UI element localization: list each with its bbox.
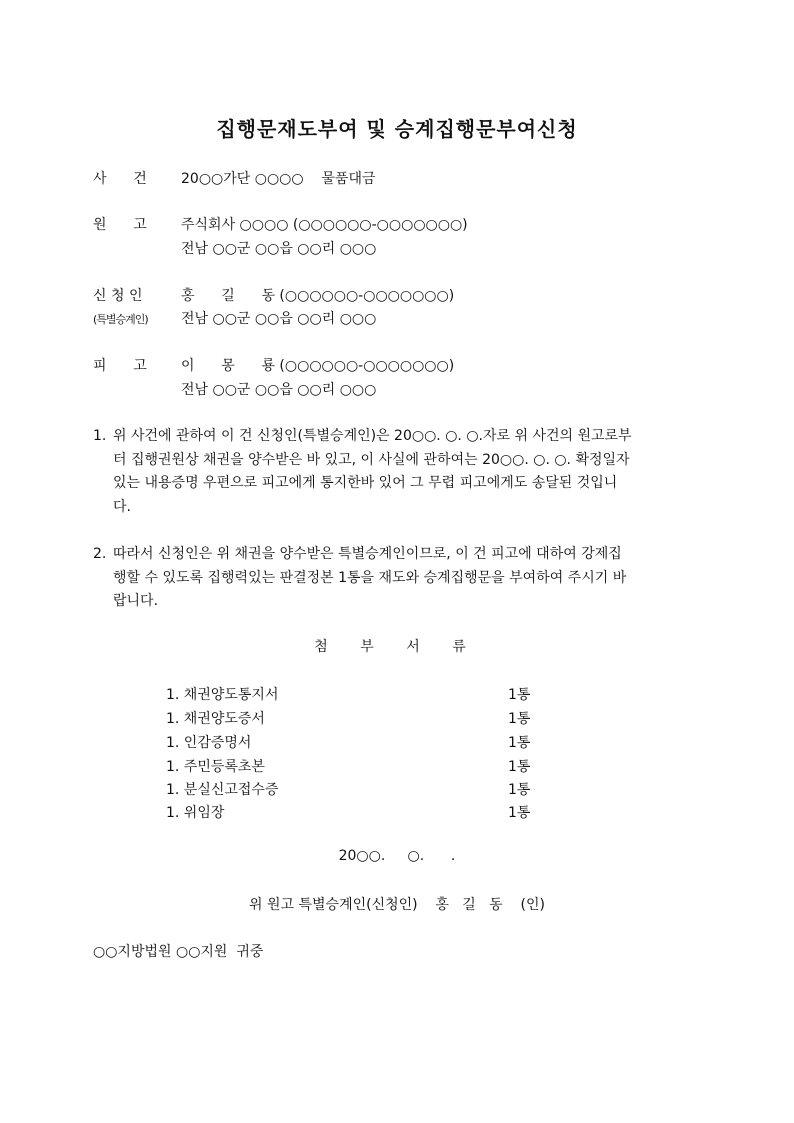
attachment-qty: 1통 <box>508 735 531 751</box>
applicant-name: 홍 길 동 (○○○○○○-○○○○○○○) <box>181 288 455 304</box>
attachment-qty: 1통 <box>508 759 531 775</box>
paragraph-line: 랍니다. <box>113 593 159 609</box>
paragraph-number: 1. <box>93 428 107 444</box>
case-label: 사 건 <box>93 171 147 187</box>
applicant-label: 신 청 인 <box>93 288 143 304</box>
paragraph-line: 터 집행권원상 채권을 양수받은 바 있고, 이 사실에 관하여는 20○○. ○. ○. 확정일자 <box>113 451 630 468</box>
attachment-name: 1. 채권양도증서 <box>166 711 265 727</box>
plaintiff-label: 원 고 <box>93 217 147 233</box>
defendant-address: 전남 ○○군 ○○읍 ○○리 ○○○ <box>181 382 377 398</box>
applicant-sub-label: (특별승계인) <box>93 313 148 326</box>
attachment-name: 1. 주민등록초본 <box>166 759 265 775</box>
attachment-qty: 1통 <box>508 782 531 798</box>
paragraph-line: 따라서 신청인은 위 채권을 양수받은 특별승계인이므로, 이 건 피고에 대하여 강제집 <box>113 546 622 562</box>
attachment-name: 1. 인감증명서 <box>166 735 252 751</box>
attachment-name: 1. 위임장 <box>166 805 225 821</box>
attachment-qty: 1통 <box>508 711 531 727</box>
paragraph-line: 행할 수 있도록 집행력있는 판결정본 1통을 재도와 승계집행문을 부여하여 주시기 바 <box>113 569 627 586</box>
court-addressee: ○○지방법원 ○○지원 귀중 <box>93 944 264 960</box>
attachment-qty: 1통 <box>508 805 531 821</box>
case-value: 20○○가단 ○○○○ 물품대금 <box>181 171 376 187</box>
paragraph-2 <box>93 543 700 614</box>
applicant-address: 전남 ○○군 ○○읍 ○○리 ○○○ <box>181 311 377 327</box>
paragraph-1 <box>93 425 700 519</box>
attachment-name: 1. 분실신고접수증 <box>166 782 279 798</box>
signature-line: 위 원고 특별승계인(신청인) 홍 길 동 (인) <box>249 897 545 913</box>
attachment-name: 1. 채권양도통지서 <box>166 687 279 703</box>
plaintiff-name: 주식회사 ○○○○ (○○○○○○-○○○○○○○) <box>181 217 468 233</box>
plaintiff-address: 전남 ○○군 ○○읍 ○○리 ○○○ <box>181 241 377 257</box>
paragraph-number: 2. <box>93 546 107 562</box>
attachment-qty: 1통 <box>508 687 531 703</box>
document-title: 집행문재도부여 및 승계집행문부여신청 <box>216 117 578 141</box>
defendant-label: 피 고 <box>93 358 147 374</box>
paragraph-line: 위 사건에 관하여 이 건 신청인(특별승계인)은 20○○. ○. ○.자로 위 사건의 원고로부 <box>113 428 632 444</box>
paragraph-line: 있는 내용증명 우편으로 피고에게 통지한바 있어 그 무렵 피고에게도 송달된 것입니 <box>113 475 618 491</box>
attachments-title: 첨 부 서 류 <box>314 639 480 655</box>
paragraph-line: 다. <box>113 498 131 515</box>
application-date: 20○○. ○. . <box>338 848 456 864</box>
defendant-name: 이 몽 룡 (○○○○○○-○○○○○○○) <box>181 358 455 374</box>
